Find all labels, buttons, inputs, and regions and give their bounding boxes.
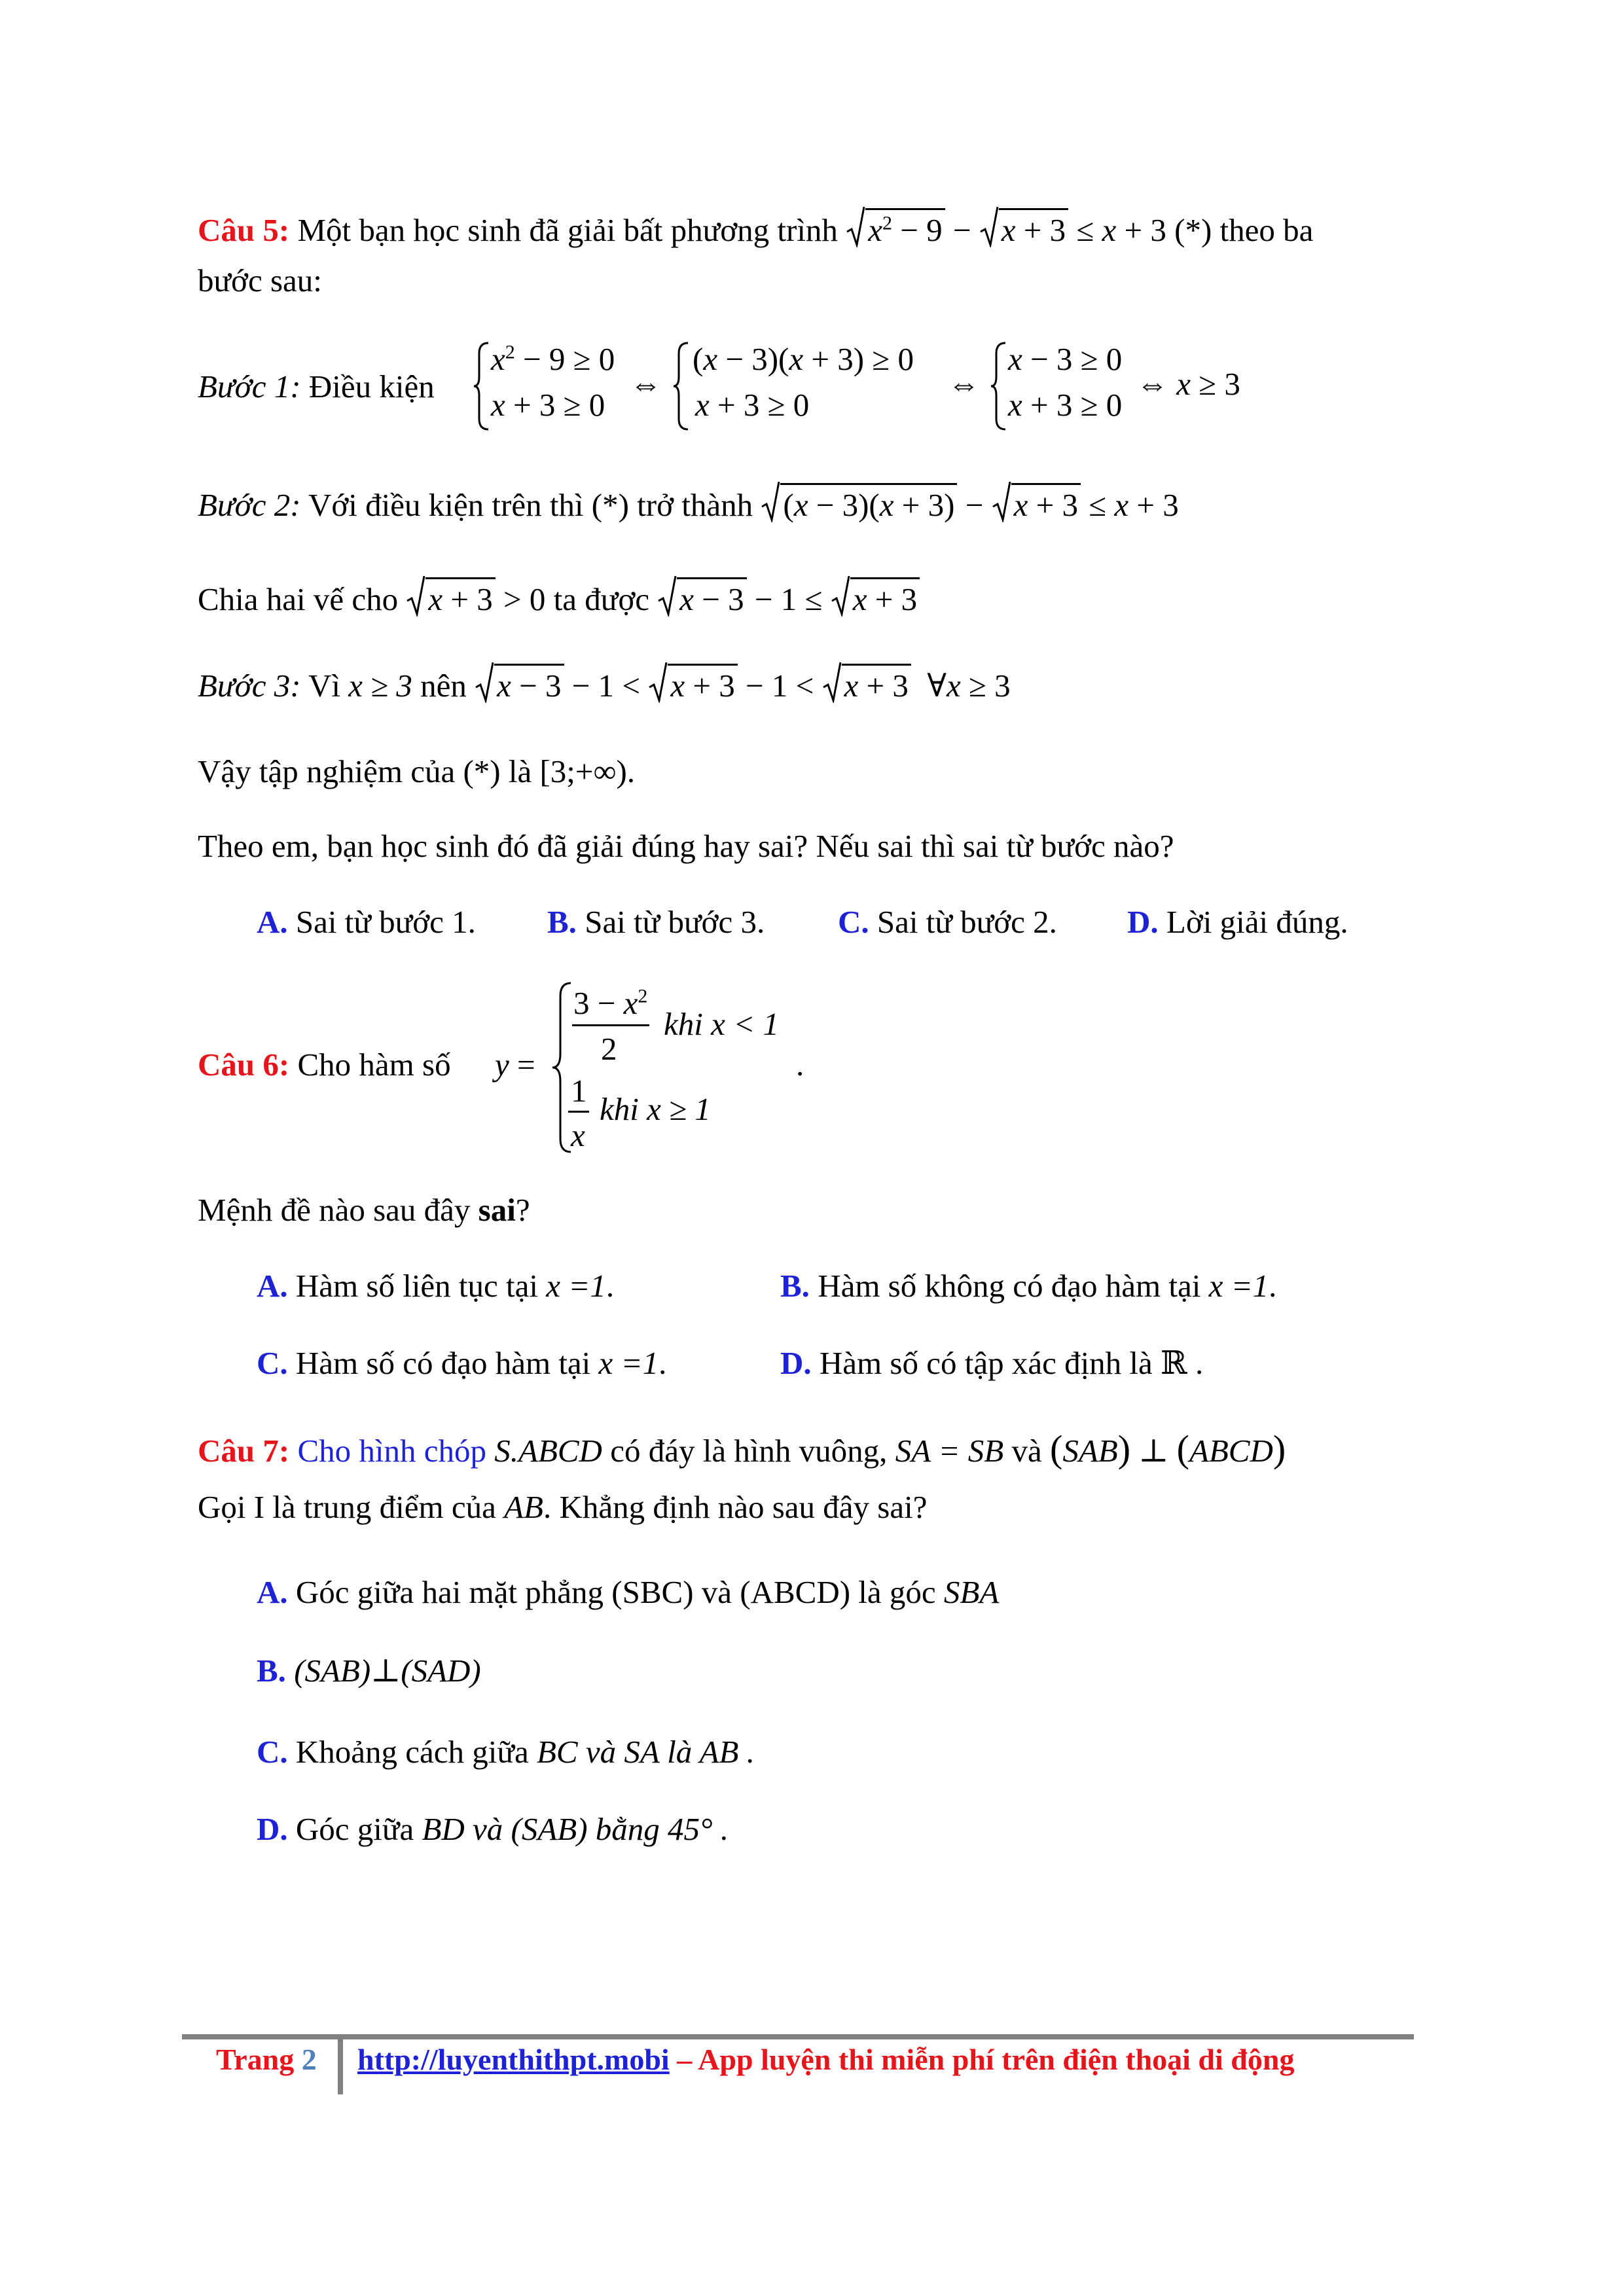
footer-separator (338, 2037, 343, 2094)
q5-option-a[interactable]: A. Sai từ bước 1. (257, 904, 476, 940)
q5-question: Theo em, bạn học sinh đó đã giải đúng hay sai? Nếu sai thì sai từ bước nào? (198, 828, 1174, 864)
q5-inequality: $x^2 - 9$ − x + 3 ≤ x + 3 (846, 212, 1174, 248)
q5-step1-result: ⇔ x ≥ 3 (1136, 366, 1240, 402)
q6-piece2-bar (568, 1111, 589, 1113)
q5-step3-expr: x − 3 − 1 < x + 3 − 1 < x + 3 ∀x ≥ 3 (475, 668, 1010, 704)
q5-step3 (198, 664, 1011, 706)
q5-option-b[interactable]: B. Sai từ bước 3. (547, 904, 765, 940)
q5-conclusion: Vậy tập nghiệm của (*) là [3;+∞). (198, 753, 636, 789)
equiv-icon: ⇔ (948, 366, 980, 402)
q5-intro (198, 208, 1313, 250)
q6-piece1-den: 2 (601, 1031, 617, 1067)
q6-option-c[interactable]: C. Hàm số có đạo hàm tại x =1. (257, 1345, 667, 1381)
q5-sys2-row1: (x − 3)(x + 3) ≥ 0 (693, 341, 914, 377)
q6-period: . (796, 1047, 804, 1083)
q6-piece1-bar (572, 1024, 649, 1026)
q6-piece2-cond: khi x ≥ 1 (600, 1091, 711, 1127)
q5-divide-expr: x + 3 > 0 (406, 581, 553, 617)
q5-divide-result: x − 3 − 1 ≤ x + 3 (657, 581, 920, 617)
q7-label: Câu 7: (198, 1433, 290, 1469)
q5-step3-label: Bước 3: (198, 668, 301, 704)
q5-sys3-row2: x + 3 ≥ 0 (1008, 387, 1123, 423)
q6-option-a[interactable]: A. Hàm số liên tục tại x =1. (257, 1268, 615, 1304)
q5-label: Câu 5: (198, 212, 290, 248)
brace-icon (988, 340, 1008, 432)
q5-step2-label: Bước 2: (198, 487, 301, 523)
q5-sys1-row2: x + 3 ≥ 0 (491, 387, 605, 423)
footer-text (357, 2041, 1294, 2079)
q5-step1 (198, 367, 435, 406)
brace-icon (671, 340, 691, 432)
brace-icon (471, 340, 491, 432)
q7-option-a[interactable]: A. Góc giữa hai mặt phẳng (SBC) và (ABCD) là góc SBA (257, 1574, 1000, 1610)
q6-option-b[interactable]: B. Hàm số không có đạo hàm tại x =1. (780, 1268, 1277, 1304)
footer-divider (182, 2034, 1414, 2039)
q5-divide (198, 577, 920, 619)
footer-tagline: – App luyện thi miễn phí trên điện thoại di động (669, 2043, 1295, 2076)
q6-piece2-den: x (571, 1117, 585, 1153)
q5-step2-text: Với điều kiện trên thì (*) trở thành (308, 487, 753, 523)
q6-intro-text: Cho hàm số (297, 1047, 451, 1083)
q5-option-c[interactable]: C. Sai từ bước 2. (838, 904, 1057, 940)
q5-sys3-row1: x − 3 ≥ 0 (1008, 341, 1123, 377)
q7-option-d[interactable]: D. Góc giữa BD và (SAB) bằng 45° . (257, 1811, 729, 1847)
q6-piece1-num: $3 - x^2$ (573, 985, 648, 1021)
q6-intro (198, 1045, 451, 1085)
q5-divide-mid: ta được (553, 581, 650, 617)
q5-step3-nen: nên (420, 668, 467, 704)
equiv-icon: ⇔ (630, 366, 662, 402)
footer-link[interactable]: http://luyenthithpt.mobi (357, 2043, 670, 2076)
q7-perp: (SAB) ⊥ (ABCD) (1049, 1427, 1286, 1470)
q5-step3-vi: Vì (308, 668, 340, 704)
q7-intro: Câu 7: Cho hình chóp S.ABCD có đáy là hình vuông, SA = SB và (SAB) ⊥ (ABCD) (198, 1427, 1286, 1470)
q7-option-b[interactable]: B. (SAB)⊥(SAD) (257, 1653, 481, 1689)
q7-line2: Gọi I là trung điểm của AB. Khẳng định nào sau đây sai? (198, 1489, 928, 1525)
q5-step3-cond: x ≥ 3 (348, 668, 412, 704)
q5-intro-line2: bước sau: (198, 262, 322, 298)
q6-label: Câu 6: (198, 1047, 290, 1083)
q5-intro-text: Một bạn học sinh đã giải bất phương trình (297, 212, 838, 248)
q5-step1-text: Điều kiện (308, 368, 435, 404)
q5-option-d[interactable]: D. Lời giải đúng. (1127, 904, 1348, 940)
q5-sys1-row1: $x^2 - 9 \ge 0$ (491, 341, 615, 377)
q5-step2-expr: (x − 3)(x + 3) − x + 3 ≤ x + 3 (761, 487, 1178, 523)
q6-question: Mệnh đề nào sau đây sai? (198, 1192, 530, 1228)
footer-page-number: Trang 2 (216, 2043, 317, 2076)
q5-divide-text: Chia hai vế cho (198, 581, 399, 617)
q6-piece1-cond: khi x < 1 (664, 1006, 779, 1042)
brace-icon (550, 980, 573, 1155)
q6-piece2-num: 1 (571, 1073, 587, 1109)
q7-option-c[interactable]: C. Khoảng cách giữa BC và SA là AB . (257, 1734, 755, 1770)
q6-option-d[interactable]: D. Hàm số có tập xác định là ℝ . (780, 1345, 1204, 1381)
q5-step2 (198, 483, 1179, 525)
q5-sys2-row2: x + 3 ≥ 0 (695, 387, 810, 423)
q6-y-equals: y = (495, 1047, 535, 1083)
q5-intro-tail: (*) theo ba (1174, 212, 1314, 248)
q5-step1-label: Bước 1: (198, 368, 301, 404)
